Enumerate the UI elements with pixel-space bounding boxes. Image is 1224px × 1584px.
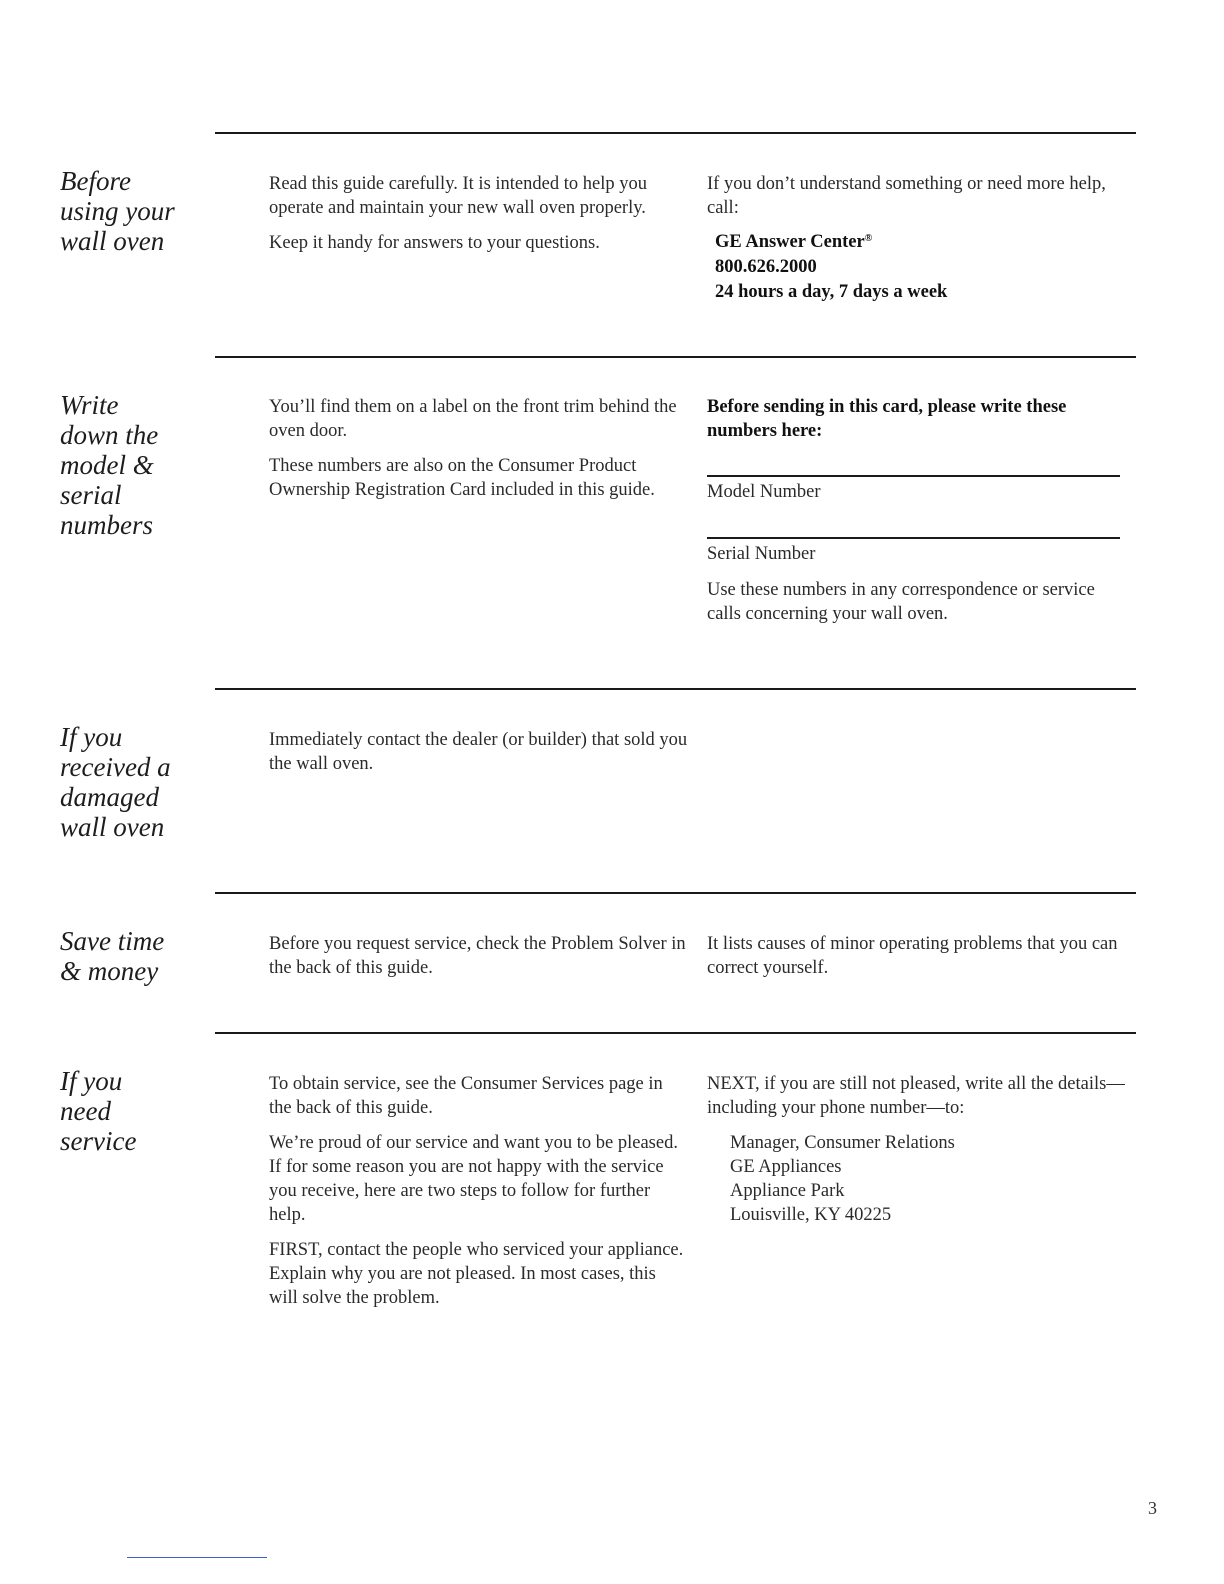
before-using-right-column — [707, 172, 1127, 305]
paragraph: We’re proud of our service and want you to be pleased. If for some reason you are not happy with the service you receive, here are two steps to follow for further help. — [269, 1133, 678, 1225]
paragraph: Immediately contact the dealer (or builder) that sold you the wall oven. — [269, 730, 688, 774]
model-number-line[interactable] — [707, 475, 1120, 477]
paragraph: NEXT, if you are still not pleased, write all the details—including your phone number—to: — [707, 1074, 1125, 1118]
paragraph: FIRST, contact the people who serviced your appliance. Explain why you are not pleased. In most cases, this will solve the problem. — [269, 1240, 684, 1308]
address-line: Appliance Park — [730, 1181, 845, 1201]
address-line: Louisville, KY 40225 — [730, 1205, 892, 1225]
save-time-right-column — [707, 932, 1127, 991]
before-using-left-column — [269, 172, 689, 266]
section-heading-before-using: Before using your wall oven — [60, 166, 175, 256]
paragraph: To obtain service, see the Consumer Services page in the back of this guide. — [269, 1074, 663, 1118]
damaged-left-column — [269, 728, 689, 787]
section-divider — [215, 688, 1136, 690]
section-divider — [215, 892, 1136, 894]
serial-number-label: Serial Number — [707, 544, 816, 564]
paragraph: Before you request service, check the Problem Solver in the back of this guide. — [269, 934, 686, 978]
contact-hours: 24 hours a day, 7 days a week — [715, 282, 948, 302]
mailing-address — [730, 1131, 1127, 1227]
paragraph: Read this guide carefully. It is intended to help you operate and maintain your new wall oven properly. — [269, 174, 647, 218]
registered-mark: ® — [864, 233, 873, 244]
write-down-left-column — [269, 395, 689, 513]
save-time-left-column — [269, 932, 689, 991]
instruction-text: Before sending in this card, please write these numbers here: — [707, 397, 1067, 441]
paragraph: If you don’t understand something or need more help, call: — [707, 174, 1106, 218]
contact-phone: 800.626.2000 — [715, 257, 817, 277]
section-divider — [215, 132, 1136, 134]
section-divider — [215, 356, 1136, 358]
contact-block — [715, 226, 1127, 305]
address-line: GE Appliances — [730, 1157, 842, 1177]
section-heading-need-service: If you need service — [60, 1066, 137, 1156]
address-line: Manager, Consumer Relations — [730, 1133, 955, 1153]
serial-number-line[interactable] — [707, 537, 1120, 539]
paragraph: Keep it handy for answers to your questions. — [269, 233, 600, 253]
paragraph: Use these numbers in any correspondence or service calls concerning your wall oven. — [707, 580, 1095, 624]
paragraph: You’ll find them on a label on the front trim behind the oven door. — [269, 397, 677, 441]
write-down-right-column — [707, 395, 1127, 637]
need-service-right-column — [707, 1072, 1127, 1227]
section-divider — [215, 1032, 1136, 1034]
need-service-left-column — [269, 1072, 689, 1321]
section-heading-save-time: Save time & money — [60, 926, 165, 986]
model-number-label: Model Number — [707, 482, 821, 502]
section-heading-damaged: If you received a damaged wall oven — [60, 722, 171, 842]
decorative-line — [127, 1557, 267, 1558]
section-heading-write-down: Write down the model & serial numbers — [60, 390, 159, 540]
paragraph: These numbers are also on the Consumer Product Ownership Registration Card included in this guide. — [269, 456, 655, 500]
page-number: 3 — [1148, 1498, 1157, 1518]
contact-name: GE Answer Center — [715, 232, 865, 252]
paragraph: It lists causes of minor operating problems that you can correct yourself. — [707, 934, 1118, 978]
